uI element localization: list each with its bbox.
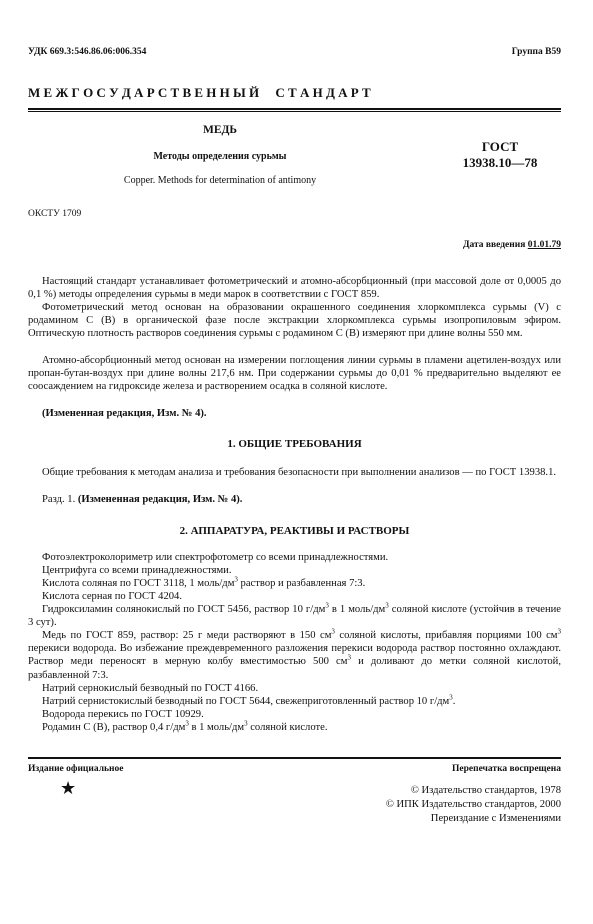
item-hydrogen-peroxide: Водорода перекись по ГОСТ 10929. — [42, 709, 204, 720]
okstu-code: ОКСТУ 1709 — [28, 209, 82, 219]
banner-rule-thick — [28, 108, 561, 110]
item-rhodamine: Родамин С (В), раствор 0,4 $г/дм^3$ в 1 моль/$дм^3$ соляной кислоте. — [42, 719, 328, 733]
reprint-prohibited: Перепечатка воспрещена — [451, 764, 561, 774]
section-2-heading: 2. АППАРАТУРА, РЕАКТИВЫ И РАСТВОРЫ — [179, 525, 410, 537]
reissue-note: Переиздание с Изменениями — [430, 813, 561, 824]
item-copper-solution: Медь по ГОСТ 859, раствор: 25 г меди растворяют в 150 $см^3$ соляной кислоты, прибавляя порциями 100 $см^3$ перекиси водорода. Во избежание преждевременного разложения перекиси водорода раствор постоянно охлаждают. Раствор меди переносят в мерную колбу вместимостью 500 $см^3$ и доливают до метки соляной кислотой, разбавленной 7:3. — [28, 627, 561, 681]
banner-rule-thin — [28, 111, 561, 112]
intro-date-label: Дата введения — [462, 240, 526, 250]
doc-subtitle: Методы определения сурьмы — [153, 151, 287, 162]
section-1-note-prefix: Разд. 1. — [42, 494, 76, 505]
item-centrifuge: Центрифуга со всеми принадлежностями. — [42, 565, 232, 576]
item-sodium-sulfite: Натрий сернистокислый безводный по ГОСТ 5644, свежеприготовленный раствор 10 $г/дм^3$. — [42, 693, 456, 707]
footer-rule — [28, 757, 561, 759]
official-edition: Издание официальное — [28, 764, 124, 774]
doc-title: МЕДЬ — [202, 124, 238, 136]
item-sulfuric-acid: Кислота серная по ГОСТ 4204. — [42, 591, 182, 602]
section-1-note — [28, 493, 561, 506]
gost-number: 13938.10—78 — [462, 155, 538, 170]
intro-paragraph-1: Настоящий стандарт устанавливает фотометрический и атомно-абсорбционный (при массовой доле от 0,0005 до 0,1 %) методы определения сурьмы в меди марок в соответствии с ГОСТ 859. — [28, 276, 561, 301]
item-hydrochloric-acid: Кислота соляная по ГОСТ 3118, 1 моль/$дм^3$ раствор и разбавленная 7:3. — [42, 575, 366, 589]
section-1-note-text: (Измененная редакция, Изм. № 4). — [77, 494, 243, 505]
section-1-heading: 1. ОБЩИЕ ТРЕБОВАНИЯ — [227, 438, 362, 450]
standard-banner: М Е Ж Г О С У Д А Р С Т В Е Н Н Ы Й С Т А Н Д А Р Т — [28, 85, 371, 100]
item-photometer: Фотоэлектроколориметр или спектрофотометр со всеми принадлежностями. — [42, 552, 389, 563]
section-1-text: Общие требования к методам анализа и требования безопасности при выполнении анализов — по ГОСТ 13938.1. — [42, 467, 557, 478]
intro-date-value: 01.01.79 — [527, 240, 561, 250]
group-code: Группа В59 — [511, 47, 561, 57]
intro-amendment-note: (Измененная редакция, Изм. № 4). — [42, 408, 207, 419]
intro-paragraph-3: Атомно-абсорбционный метод основан на измерении поглощения линии сурьмы в пламени ацетилен-воздух или пропан-бутан-воздух при длине волны 217,6 нм. При содержании сурьмы до 0,01 % предварительно выделяют ее соосаждением на гидроксиде железа и растворением осадка в соляной кислоте. — [28, 355, 561, 393]
gost-label: ГОСТ — [481, 139, 519, 154]
item-hydroxylamine: Гидроксиламин солянокислый по ГОСТ 5456, раствор 10 $г/дм^3$ в 1 моль/$дм^3$ соляной кислоте (устойчив в течение 3 сут). — [28, 601, 562, 629]
intro-paragraph-2: Фотометрический метод основан на образовании окрашенного соединения хлоркомплекса сурьмы (V) с родамином С (В) в органической фазе после экстракции хлоркомплекса сурьмы изопропиловым эфиром. Оптическую плотность растворов соединения сурьмы с родамином С (В) измеряют при длине волны 550 мм. — [28, 302, 561, 340]
intro-date — [463, 240, 561, 250]
copyright-2000: © ИПК Издательство стандартов, 2000 — [385, 799, 561, 810]
udk-code: УДК 669.3:546.86.06:006.354 — [28, 47, 147, 57]
item-sodium-sulfate: Натрий сернокислый безводный по ГОСТ 4166. — [42, 683, 259, 694]
star-icon: ★ — [60, 778, 77, 798]
doc-title-english: Copper. Methods for determination of antimony — [123, 175, 317, 186]
copyright-1978: © Издательство стандартов, 1978 — [410, 785, 561, 796]
